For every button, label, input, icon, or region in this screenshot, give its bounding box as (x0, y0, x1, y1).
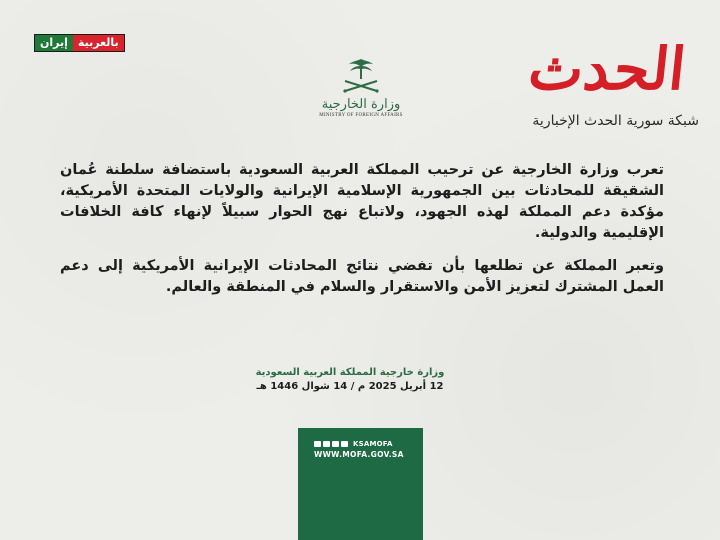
statement-paragraph-2: وتعبر المملكة عن تطلعها بأن تفضي نتائج المحادثات الإيرانية الأمريكية إلى دعم العمل المشترك لتعزيز الأمن والاستقرار والسلام في المنطقة والعالم. (60, 258, 664, 295)
website-link[interactable]: WWW.MOFA.GOV.SA (314, 450, 404, 459)
social-handle[interactable]: KSAMOFA (353, 440, 393, 448)
network-logo (505, 30, 705, 140)
youtube-icon[interactable] (314, 441, 321, 447)
instagram-icon[interactable] (332, 441, 339, 447)
statement-body (60, 160, 664, 310)
channel-logo (34, 34, 125, 52)
network-tagline: شبكة سورية الحدث الإخبارية (532, 113, 699, 129)
ministry-name-ar: وزارة الخارجية (321, 97, 401, 112)
ministry-name-en: MINISTRY OF FOREIGN AFFAIRS (319, 113, 403, 118)
signature-date: 12 أبريل 2025 م / 14 شوال 1446 هـ (256, 381, 444, 392)
signature-block (180, 366, 520, 394)
palm-swords-icon (339, 55, 383, 95)
ministry-footer (298, 428, 423, 540)
channel-logo-part1: إيران (35, 35, 73, 51)
signature-org: وزارة خارجية المملكة العربية السعودية (255, 367, 445, 378)
x-icon[interactable] (341, 441, 348, 447)
statement-paragraph-1: تعرب وزارة الخارجية عن ترحيب المملكة العربية السعودية باستضافة سلطنة عُمان الشقيقة للمحادثات بين الجمهورية الإسلامية الإيرانية والولايات المتحدة الأمريكية، مؤكدة دعم المملكة لهذه الجهود، ولاتباع نهج الحوار سبيلاً لإنهاء كافة الخلافات الإقليمية والدولية. (60, 162, 664, 241)
social-icons (314, 440, 393, 448)
ministry-emblem (305, 55, 417, 133)
facebook-icon[interactable] (323, 441, 330, 447)
channel-logo-part2: بالعربية (73, 35, 124, 51)
network-name: الحدث (525, 35, 689, 103)
